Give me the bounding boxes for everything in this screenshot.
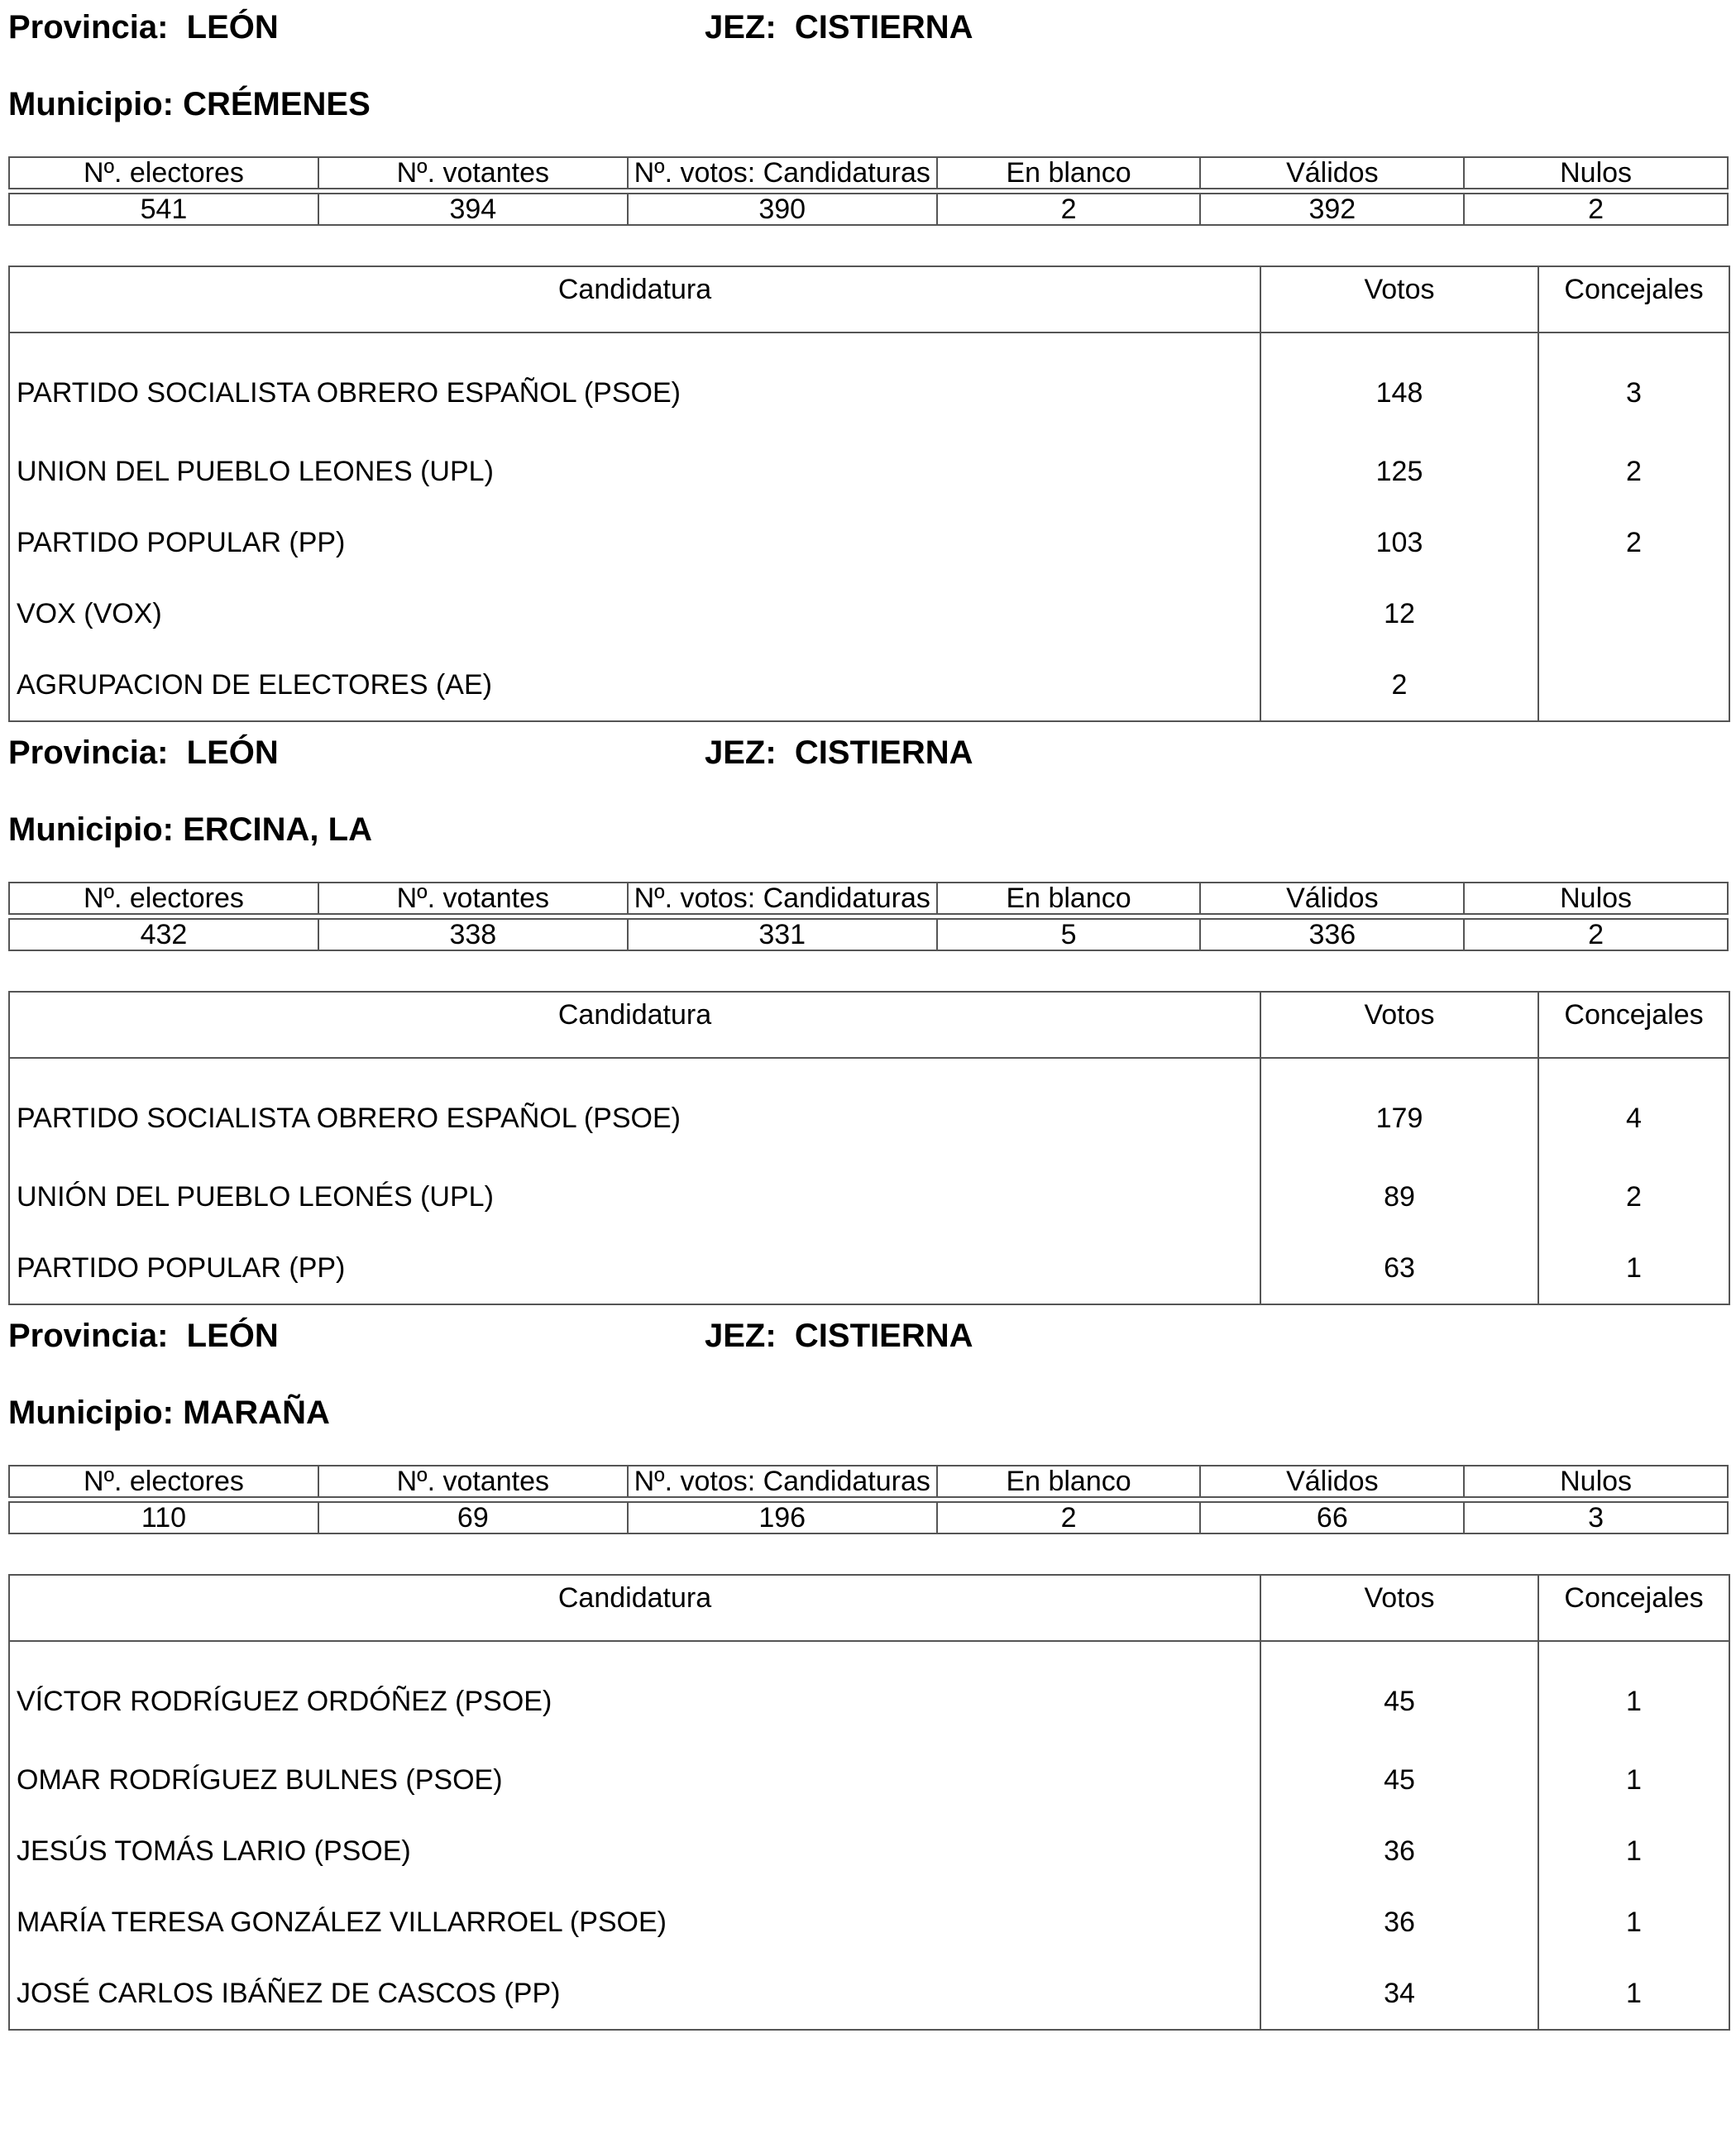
table-row — [9, 333, 1729, 436]
cand-concejales: 1 — [1538, 1232, 1729, 1304]
stats-value-cell: 392 — [1200, 194, 1464, 225]
cand-votos: 103 — [1260, 507, 1538, 578]
header-line — [8, 2, 1729, 52]
stats-header-cell: Nº. votos: Candidaturas — [628, 1466, 937, 1497]
candidaturas-table — [8, 1574, 1730, 2031]
municipio-heading: Municipio: CRÉMENES — [8, 86, 371, 122]
cand-name: JESÚS TOMÁS LARIO (PSOE) — [17, 1835, 411, 1867]
section-cremenes — [8, 2, 1729, 701]
cand-votos: 36 — [1260, 1887, 1538, 1958]
stats-header-cell: En blanco — [937, 1466, 1201, 1497]
stats-header-row — [9, 157, 1728, 189]
cand-concejales: 1 — [1538, 1958, 1729, 2030]
table-row — [9, 1058, 1729, 1161]
provincia-heading: Provincia: LEÓN — [8, 1318, 279, 1354]
table-row — [9, 1887, 1729, 1958]
cand-name: PARTIDO POPULAR (PP) — [17, 526, 346, 558]
cand-concejales: 1 — [1538, 1887, 1729, 1958]
provincia-heading: Provincia: LEÓN — [8, 734, 279, 771]
stats-value-cell: 2 — [1464, 919, 1728, 950]
cand-name: VOX (VOX) — [17, 597, 162, 629]
stats-header-cell: Nº. votantes — [318, 883, 628, 914]
cand-concejales: 2 — [1538, 1161, 1729, 1232]
cand-name: PARTIDO SOCIALISTA OBRERO ESPAÑOL (PSOE) — [17, 376, 681, 409]
cand-votos: 12 — [1260, 578, 1538, 649]
cand-name: MARÍA TERESA GONZÁLEZ VILLARROEL (PSOE) — [17, 1906, 667, 1938]
stats-value-cell: 331 — [628, 919, 937, 950]
cand-header-cell: Votos — [1260, 1575, 1538, 1641]
stats-value-cell: 5 — [937, 919, 1201, 950]
cand-name: JOSÉ CARLOS IBÁÑEZ DE CASCOS (PP) — [17, 1977, 561, 2009]
cand-votos: 45 — [1260, 1744, 1538, 1816]
stats-header-cell: Nº. votos: Candidaturas — [628, 157, 937, 189]
stats-value-cell: 2 — [937, 1502, 1201, 1533]
cand-name: UNION DEL PUEBLO LEONES (UPL) — [17, 455, 494, 487]
stats-header-cell: En blanco — [937, 157, 1201, 189]
jez-heading: JEZ: CISTIERNA — [705, 9, 973, 45]
cand-name: UNIÓN DEL PUEBLO LEONÉS (UPL) — [17, 1180, 494, 1213]
cand-name: AGRUPACION DE ELECTORES (AE) — [17, 668, 492, 701]
cand-votos: 148 — [1260, 333, 1538, 436]
cand-header-cell: Concejales — [1538, 1575, 1729, 1641]
stats-value-cell: 69 — [318, 1502, 628, 1533]
cand-votos: 125 — [1260, 436, 1538, 507]
jez-heading: JEZ: CISTIERNA — [705, 1318, 973, 1354]
cand-header-cell: Concejales — [1538, 266, 1729, 333]
table-row — [9, 1232, 1729, 1304]
cand-votos: 63 — [1260, 1232, 1538, 1304]
cand-header-cell: Votos — [1260, 266, 1538, 333]
cand-votos: 179 — [1260, 1058, 1538, 1161]
cand-concejales: 3 — [1538, 333, 1729, 436]
stats-table — [8, 156, 1729, 226]
table-row — [9, 1816, 1729, 1887]
cand-concejales: 1 — [1538, 1816, 1729, 1887]
section-marana — [8, 1311, 1729, 2009]
stats-value-cell: 2 — [937, 194, 1201, 225]
cand-votos: 2 — [1260, 649, 1538, 721]
stats-value-cell: 110 — [9, 1502, 318, 1533]
stats-header-cell: Nº. votantes — [318, 157, 628, 189]
table-row — [9, 1161, 1729, 1232]
cand-concejales — [1538, 578, 1729, 649]
cand-concejales: 4 — [1538, 1058, 1729, 1161]
stats-header-cell: Nulos — [1464, 157, 1728, 189]
stats-header-row — [9, 1466, 1728, 1497]
stats-header-cell: Nº. votantes — [318, 1466, 628, 1497]
stats-table — [8, 1465, 1729, 1534]
stats-table — [8, 882, 1729, 951]
stats-value-cell: 390 — [628, 194, 937, 225]
jez-heading: JEZ: CISTIERNA — [705, 734, 973, 771]
cand-header-cell: Candidatura — [9, 266, 1260, 333]
header-line — [8, 728, 1729, 777]
cand-name: VÍCTOR RODRÍGUEZ ORDÓÑEZ (PSOE) — [17, 1685, 552, 1717]
cand-header-row — [9, 266, 1729, 333]
cand-concejales — [1538, 649, 1729, 721]
table-row — [9, 1641, 1729, 1744]
stats-value-cell: 338 — [318, 919, 628, 950]
table-row — [9, 1958, 1729, 2030]
cand-header-row — [9, 1575, 1729, 1641]
stats-header-cell: Nº. electores — [9, 157, 318, 189]
cand-concejales: 2 — [1538, 507, 1729, 578]
stats-header-row — [9, 883, 1728, 914]
municipio-heading: Municipio: ERCINA, LA — [8, 811, 372, 848]
stats-header-cell: Válidos — [1200, 157, 1464, 189]
municipio-heading: Municipio: MARAÑA — [8, 1395, 330, 1431]
stats-header-cell: Válidos — [1200, 883, 1464, 914]
candidaturas-table — [8, 266, 1730, 722]
stats-header-cell: Nº. electores — [9, 1466, 318, 1497]
cand-name: OMAR RODRÍGUEZ BULNES (PSOE) — [17, 1763, 503, 1796]
cand-votos: 45 — [1260, 1641, 1538, 1744]
table-row — [9, 507, 1729, 578]
cand-votos: 36 — [1260, 1816, 1538, 1887]
cand-name: PARTIDO SOCIALISTA OBRERO ESPAÑOL (PSOE) — [17, 1102, 681, 1134]
section-ercina — [8, 728, 1729, 1284]
stats-header-cell: Nulos — [1464, 1466, 1728, 1497]
cand-votos: 34 — [1260, 1958, 1538, 2030]
stats-value-cell: 196 — [628, 1502, 937, 1533]
provincia-heading: Provincia: LEÓN — [8, 9, 279, 45]
table-row — [9, 578, 1729, 649]
stats-value-row — [9, 194, 1728, 225]
stats-header-cell: Nº. votos: Candidaturas — [628, 883, 937, 914]
stats-header-cell: Nulos — [1464, 883, 1728, 914]
cand-name: PARTIDO POPULAR (PP) — [17, 1251, 346, 1284]
stats-header-cell: Nº. electores — [9, 883, 318, 914]
cand-concejales: 2 — [1538, 436, 1729, 507]
cand-header-row — [9, 992, 1729, 1058]
stats-header-cell: En blanco — [937, 883, 1201, 914]
cand-concejales: 1 — [1538, 1744, 1729, 1816]
stats-value-cell: 66 — [1200, 1502, 1464, 1533]
cand-votos: 89 — [1260, 1161, 1538, 1232]
cand-header-cell: Candidatura — [9, 992, 1260, 1058]
cand-concejales: 1 — [1538, 1641, 1729, 1744]
cand-header-cell: Votos — [1260, 992, 1538, 1058]
cand-header-cell: Candidatura — [9, 1575, 1260, 1641]
cand-header-cell: Concejales — [1538, 992, 1729, 1058]
table-row — [9, 436, 1729, 507]
stats-value-cell: 541 — [9, 194, 318, 225]
stats-value-row — [9, 919, 1728, 950]
stats-value-cell: 2 — [1464, 194, 1728, 225]
stats-header-cell: Válidos — [1200, 1466, 1464, 1497]
header-line — [8, 1311, 1729, 1361]
stats-value-cell: 394 — [318, 194, 628, 225]
stats-value-cell: 3 — [1464, 1502, 1728, 1533]
stats-value-cell: 336 — [1200, 919, 1464, 950]
table-row — [9, 1744, 1729, 1816]
candidaturas-table — [8, 991, 1730, 1305]
stats-value-row — [9, 1502, 1728, 1533]
table-row — [9, 649, 1729, 721]
stats-value-cell: 432 — [9, 919, 318, 950]
